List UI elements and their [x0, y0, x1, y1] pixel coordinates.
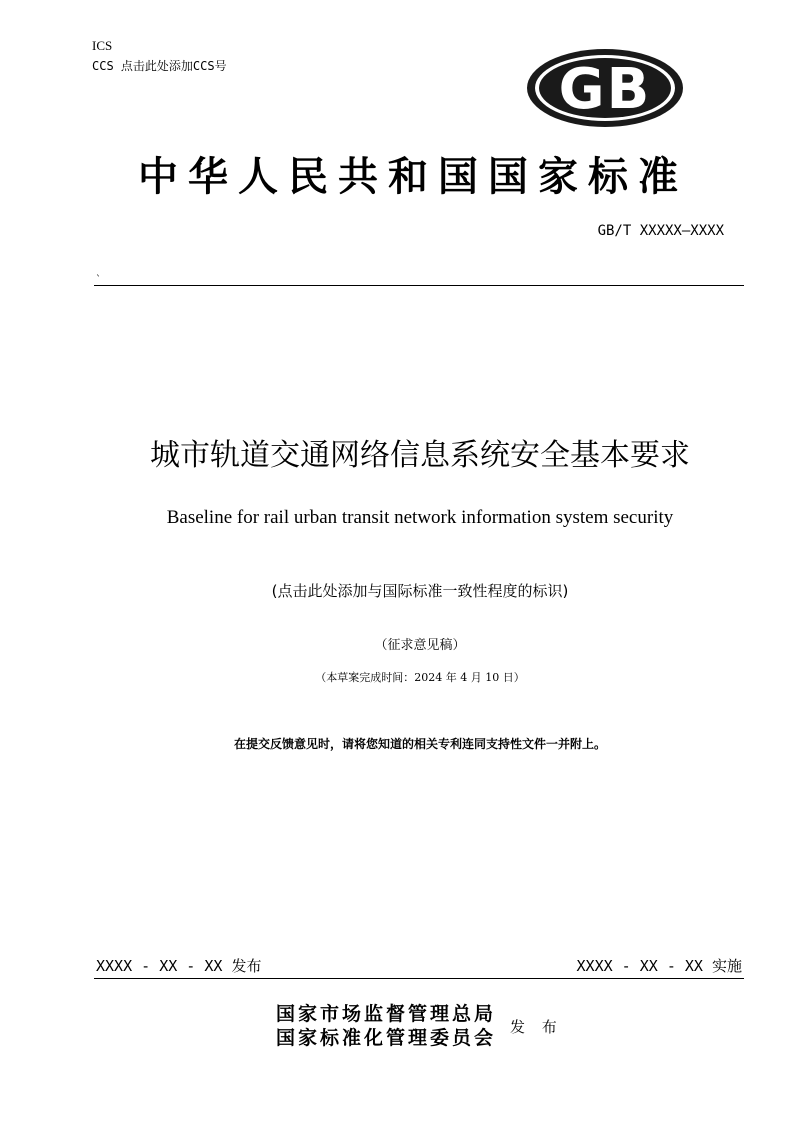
completion-date: （本草案完成时间：2024 年 4 月 10 日）	[315, 671, 525, 684]
standard-title-english: Baseline for rail urban transit network information system security	[166, 507, 674, 528]
separator-mark: `	[96, 275, 101, 286]
issuer-sac: 国家标准化管理委员会	[276, 1027, 497, 1049]
ics-label: ICS	[92, 38, 113, 53]
implement-date: XXXX - XX - XX 实施	[576, 957, 742, 975]
gb-logo	[526, 48, 684, 128]
top-divider	[94, 285, 744, 286]
gb-logo-text: GB	[558, 57, 652, 122]
national-standard-heading: 中华人民共和国国家标准	[138, 154, 688, 200]
standard-number: GB/T XXXXX—XXXX	[597, 223, 724, 239]
standard-title-chinese: 城市轨道交通网络信息系统安全基本要求	[150, 438, 690, 473]
issuer-samr: 国家市场监督管理总局	[276, 1003, 497, 1025]
issue-label: 发 布	[510, 1017, 563, 1036]
consistency-note[interactable]: (点击此处添加与国际标准一致性程度的标识)	[271, 582, 569, 600]
issuing-authorities	[276, 1002, 563, 1050]
ccs-label: CCS 点击此处添加CCS号	[92, 59, 227, 73]
publish-date: XXXX - XX - XX 发布	[96, 957, 262, 975]
bottom-divider	[94, 978, 744, 979]
draft-status: （征求意见稿）	[374, 638, 466, 653]
patent-notice: 在提交反馈意见时，请将您知道的相关专利连同支持性文件一并附上。	[233, 737, 606, 751]
